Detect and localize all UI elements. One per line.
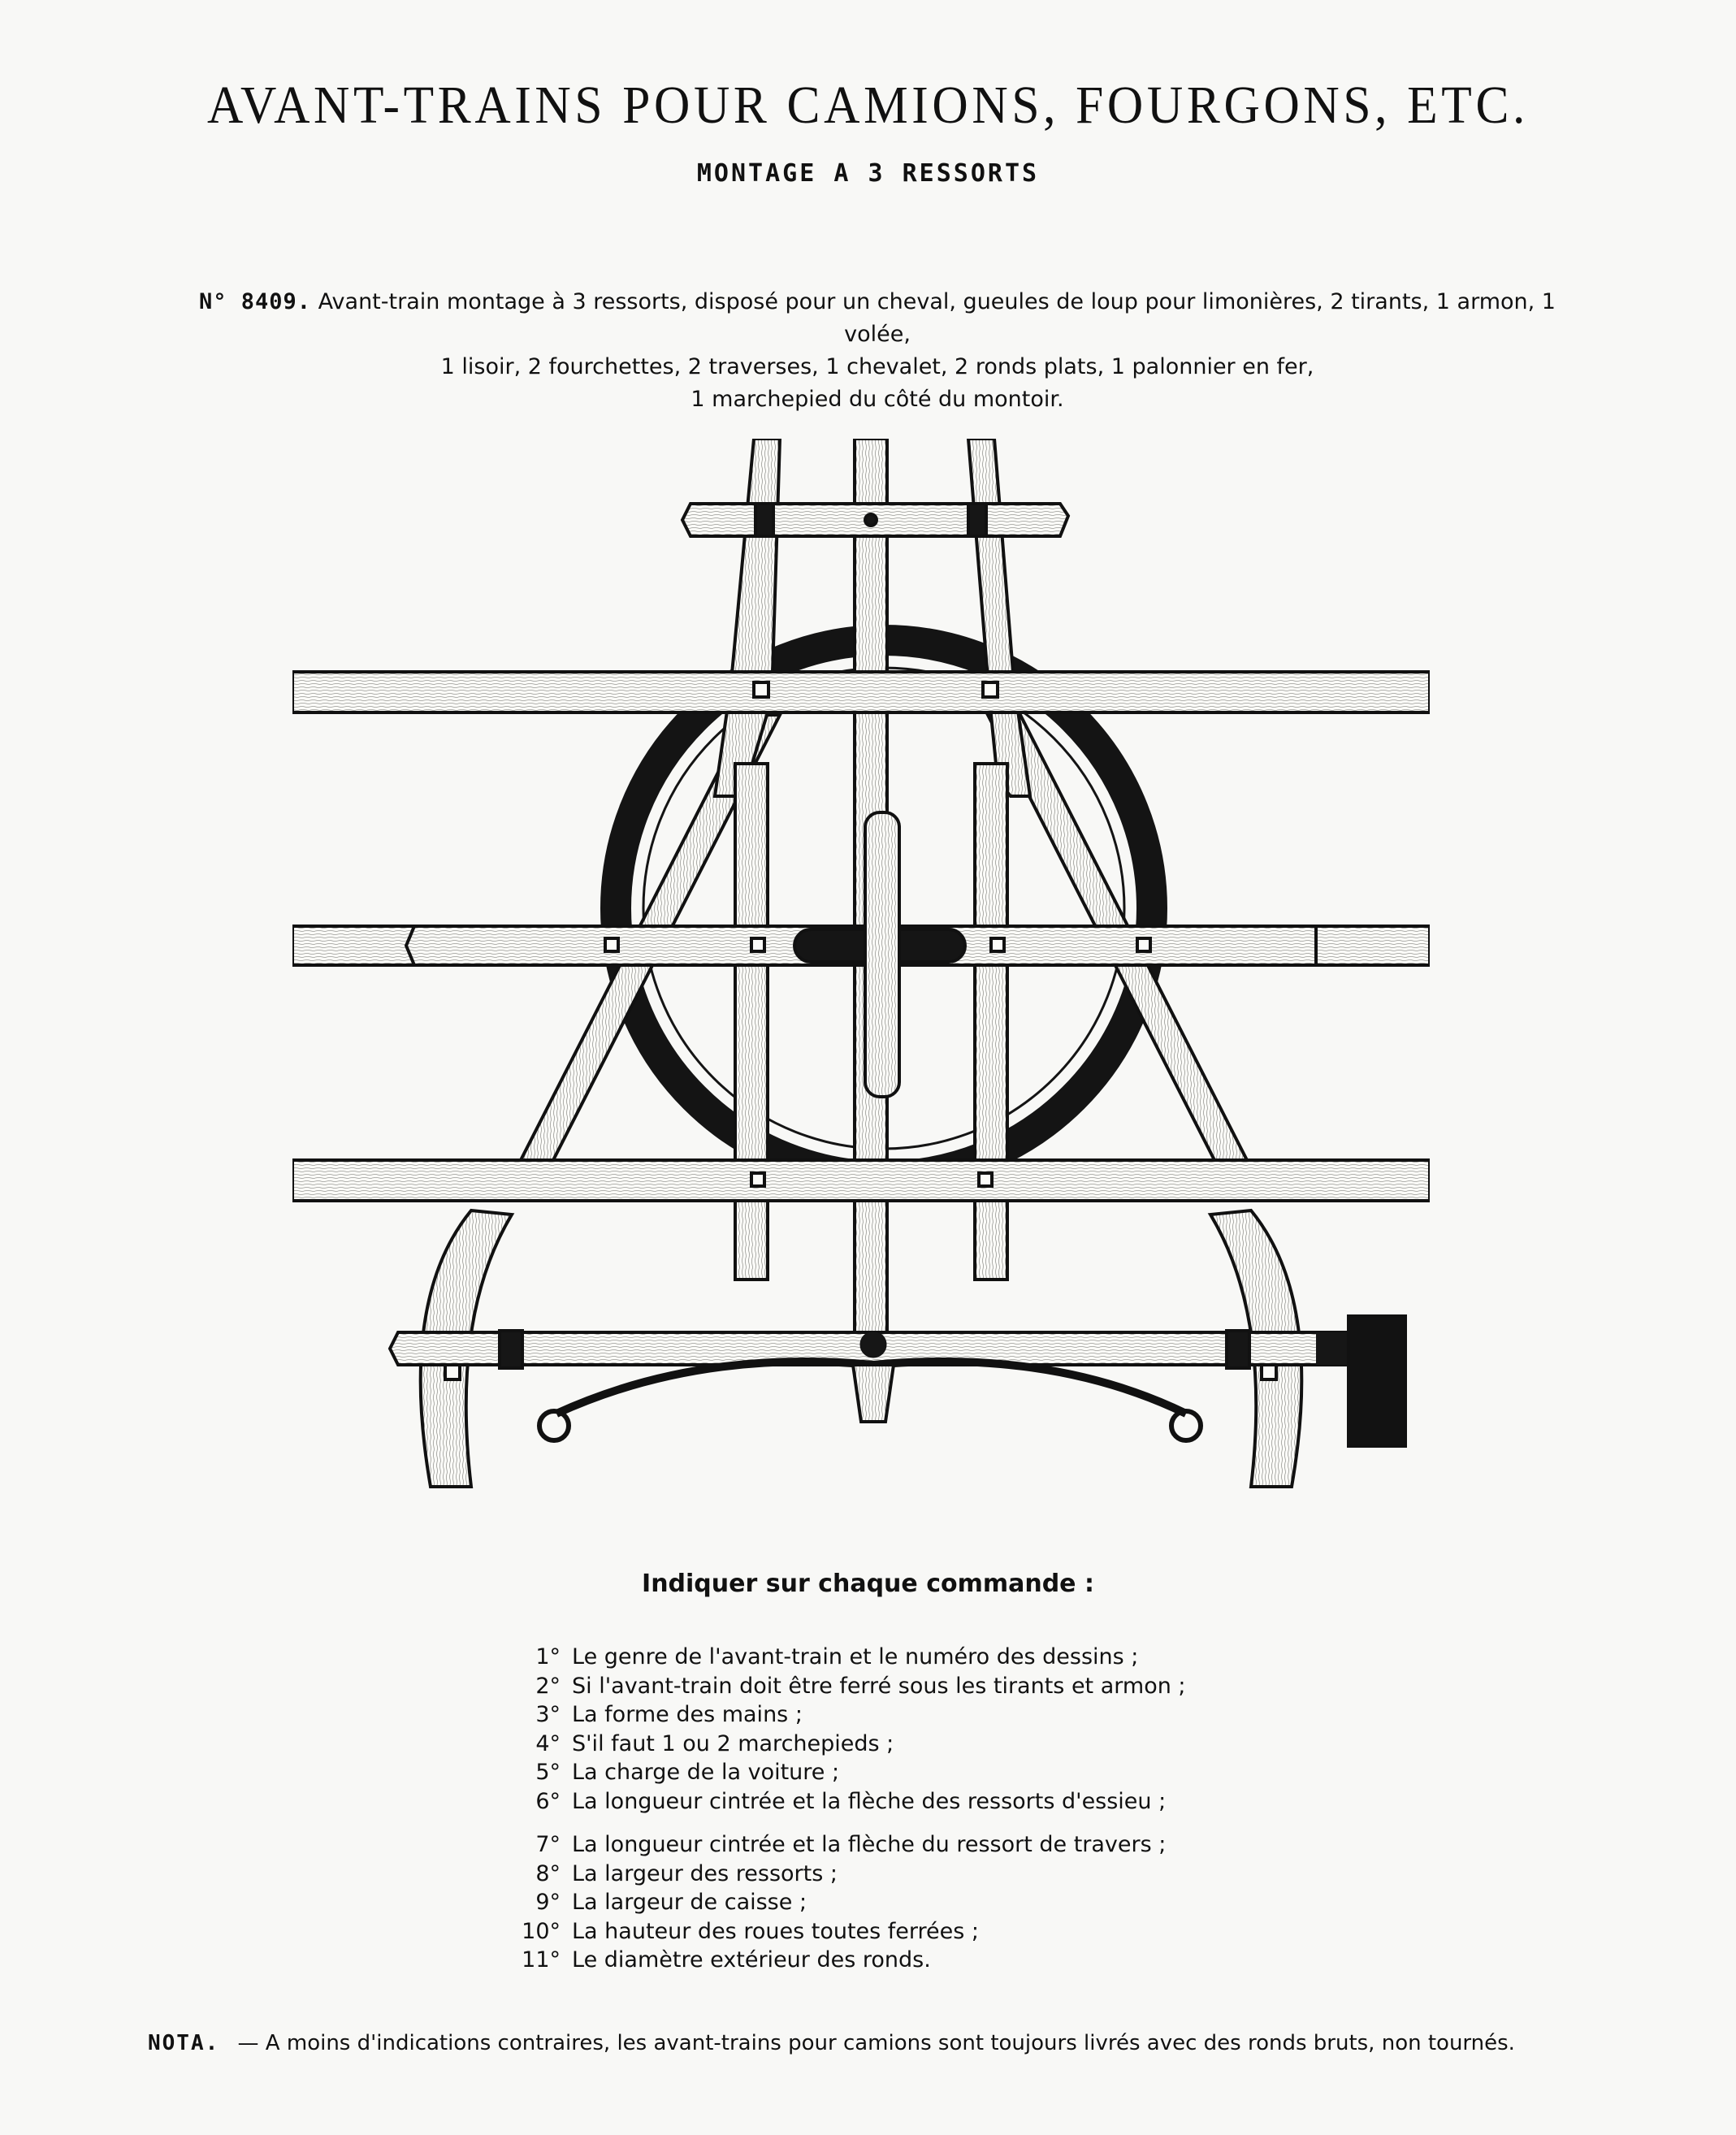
upper-long-bar <box>292 672 1430 712</box>
nota-text: — A moins d'indications contraires, les avant-trains pour camions sont toujours livrés avec des ronds bruts, non tournés. <box>237 2031 1515 2055</box>
item-description <box>162 286 1592 416</box>
page-subtitle: MONTAGE A 3 RESSORTS <box>696 159 1040 188</box>
instruction-item: 2° Si l'avant-train doit être ferré sous les tirants et armon ; <box>535 1673 1186 1699</box>
instruction-item: 7° La longueur cintrée et la flèche du ressort de travers ; <box>535 1832 1167 1857</box>
instruction-item: 10° La hauteur des roues toutes ferrées ; <box>522 1918 980 1944</box>
instruction-item: 1° Le genre de l'avant-train et le numéro des dessins ; <box>535 1644 1139 1669</box>
item-number: N° 8409. <box>199 289 312 314</box>
top-crossbar <box>682 504 1068 536</box>
instruction-item: 11° Le diamètre extérieur des ronds. <box>522 1947 931 1973</box>
instruction-item: 5° La charge de la voiture ; <box>535 1760 840 1785</box>
item-description-text-1: Avant-train montage à 3 ressorts, disposé pour un cheval, gueules de loup pour limonières, 2 tirants, 1 armon, 1 volée, <box>318 289 1556 347</box>
middle-long-bar <box>292 926 1430 965</box>
central-pin-plate <box>865 812 899 1097</box>
instructions-heading: Indiquer sur chaque commande : <box>642 1570 1094 1598</box>
instructions-list <box>512 1643 1487 1975</box>
page-title: AVANT-TRAINS POUR CAMIONS, FOURGONS, ETC. <box>206 76 1530 135</box>
avant-train-drawing <box>292 439 1430 1511</box>
nota-note <box>148 2031 1610 2055</box>
lower-long-bar <box>292 1160 1430 1201</box>
marchepied-step <box>1316 1316 1405 1446</box>
nota-label: NOTA. <box>148 2031 220 2055</box>
instruction-item: 8° La largeur des ressorts ; <box>535 1860 838 1886</box>
instruction-item: 4° S'il faut 1 ou 2 marchepieds ; <box>535 1730 894 1756</box>
instruction-item: 6° La longueur cintrée et la flèche des ressorts d'essieu ; <box>535 1788 1167 1814</box>
item-description-line-1 <box>162 286 1592 351</box>
instruction-item: 3° La forme des mains ; <box>535 1702 803 1727</box>
item-description-line-2: 1 lisoir, 2 fourchettes, 2 traverses, 1 chevalet, 2 ronds plats, 1 palonnier en fer, <box>440 354 1314 379</box>
instruction-item: 9° La largeur de caisse ; <box>535 1890 807 1915</box>
item-description-line-3: 1 marchepied du côté du montoir. <box>691 387 1064 412</box>
